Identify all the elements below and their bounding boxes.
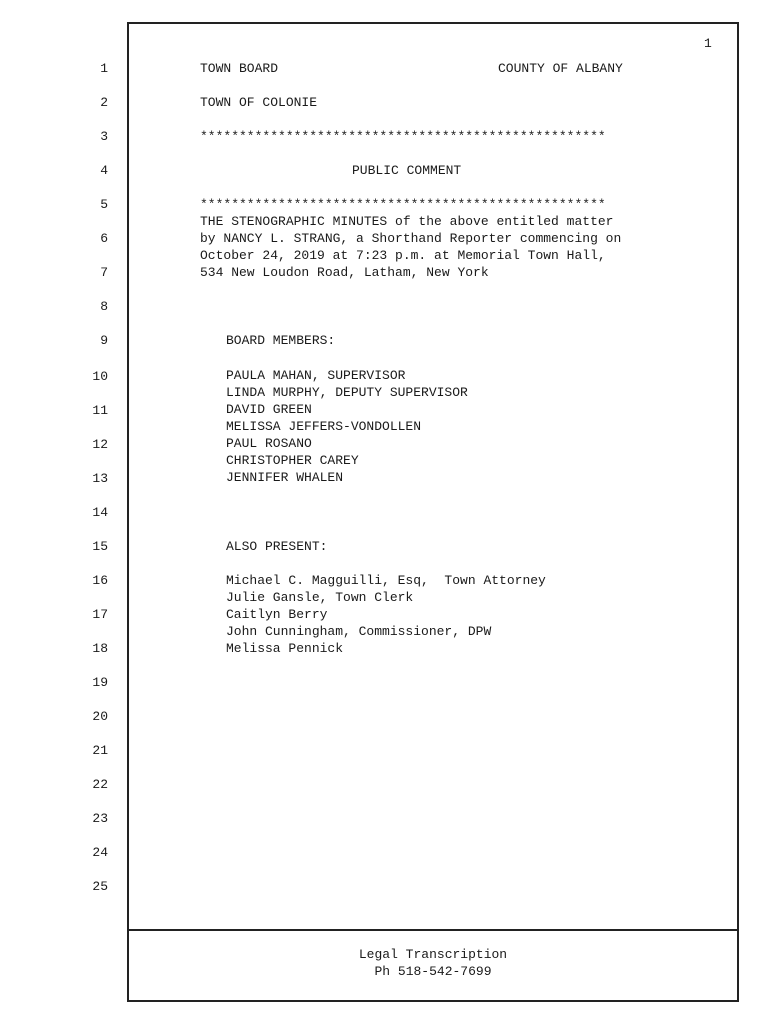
- line-number: 14: [92, 505, 108, 520]
- page-number: 1: [704, 36, 712, 51]
- footer-phone: Ph 518-542-7699: [374, 964, 492, 979]
- board-member-name: DAVID GREEN: [226, 402, 312, 417]
- footer-company: Legal Transcription: [358, 947, 508, 962]
- line-number: 7: [100, 265, 108, 280]
- attendee-name: Melissa Pennick: [226, 641, 344, 656]
- line-number: 16: [92, 573, 108, 588]
- board-members-heading: BOARD MEMBERS:: [226, 333, 336, 348]
- board-member-name: PAUL ROSANO: [226, 436, 312, 451]
- line-number: 23: [92, 811, 108, 826]
- intro-line: 534 New Loudon Road, Latham, New York: [200, 265, 489, 280]
- line-number: 18: [92, 641, 108, 656]
- attendee-name: John Cunningham, Commissioner, DPW: [226, 624, 492, 639]
- attendee-name: Michael C. Magguilli, Esq, Town Attorney: [226, 573, 546, 588]
- header-town-board: TOWN BOARD: [200, 61, 279, 76]
- line-number: 17: [92, 607, 108, 622]
- line-number: 13: [92, 471, 108, 486]
- intro-line: October 24, 2019 at 7:23 p.m. at Memorial Town Hall,: [200, 248, 606, 263]
- asterisk-divider: ****************************************************: [200, 129, 606, 144]
- line-number: 25: [92, 879, 108, 894]
- line-number: 24: [92, 845, 108, 860]
- header-town-name: TOWN OF COLONIE: [200, 95, 318, 110]
- intro-line: by NANCY L. STRANG, a Shorthand Reporter commencing on: [200, 231, 622, 246]
- line-number: 21: [92, 743, 108, 758]
- line-number: 4: [100, 163, 108, 178]
- line-number: 6: [100, 231, 108, 246]
- asterisk-divider: ****************************************************: [200, 197, 606, 212]
- intro-line: THE STENOGRAPHIC MINUTES of the above entitled matter: [200, 214, 614, 229]
- attendee-name: Julie Gansle, Town Clerk: [226, 590, 414, 605]
- line-number: 11: [92, 403, 108, 418]
- line-number: 22: [92, 777, 108, 792]
- line-number: 10: [92, 369, 108, 384]
- board-member-name: MELISSA JEFFERS-VONDOLLEN: [226, 419, 422, 434]
- footer-divider: [127, 929, 739, 931]
- line-number: 8: [100, 299, 108, 314]
- line-number: 20: [92, 709, 108, 724]
- line-number: 5: [100, 197, 108, 212]
- line-number: 12: [92, 437, 108, 452]
- board-member-name: LINDA MURPHY, DEPUTY SUPERVISOR: [226, 385, 468, 400]
- also-present-heading: ALSO PRESENT:: [226, 539, 328, 554]
- attendee-name: Caitlyn Berry: [226, 607, 328, 622]
- line-number: 1: [100, 61, 108, 76]
- line-number: 15: [92, 539, 108, 554]
- line-number: 19: [92, 675, 108, 690]
- board-member-name: PAULA MAHAN, SUPERVISOR: [226, 368, 406, 383]
- board-member-name: JENNIFER WHALEN: [226, 470, 344, 485]
- section-title: PUBLIC COMMENT: [352, 163, 462, 178]
- line-number: 3: [100, 129, 108, 144]
- header-county: COUNTY OF ALBANY: [498, 61, 623, 76]
- board-member-name: CHRISTOPHER CAREY: [226, 453, 359, 468]
- line-number: 2: [100, 95, 108, 110]
- line-number: 9: [100, 333, 108, 348]
